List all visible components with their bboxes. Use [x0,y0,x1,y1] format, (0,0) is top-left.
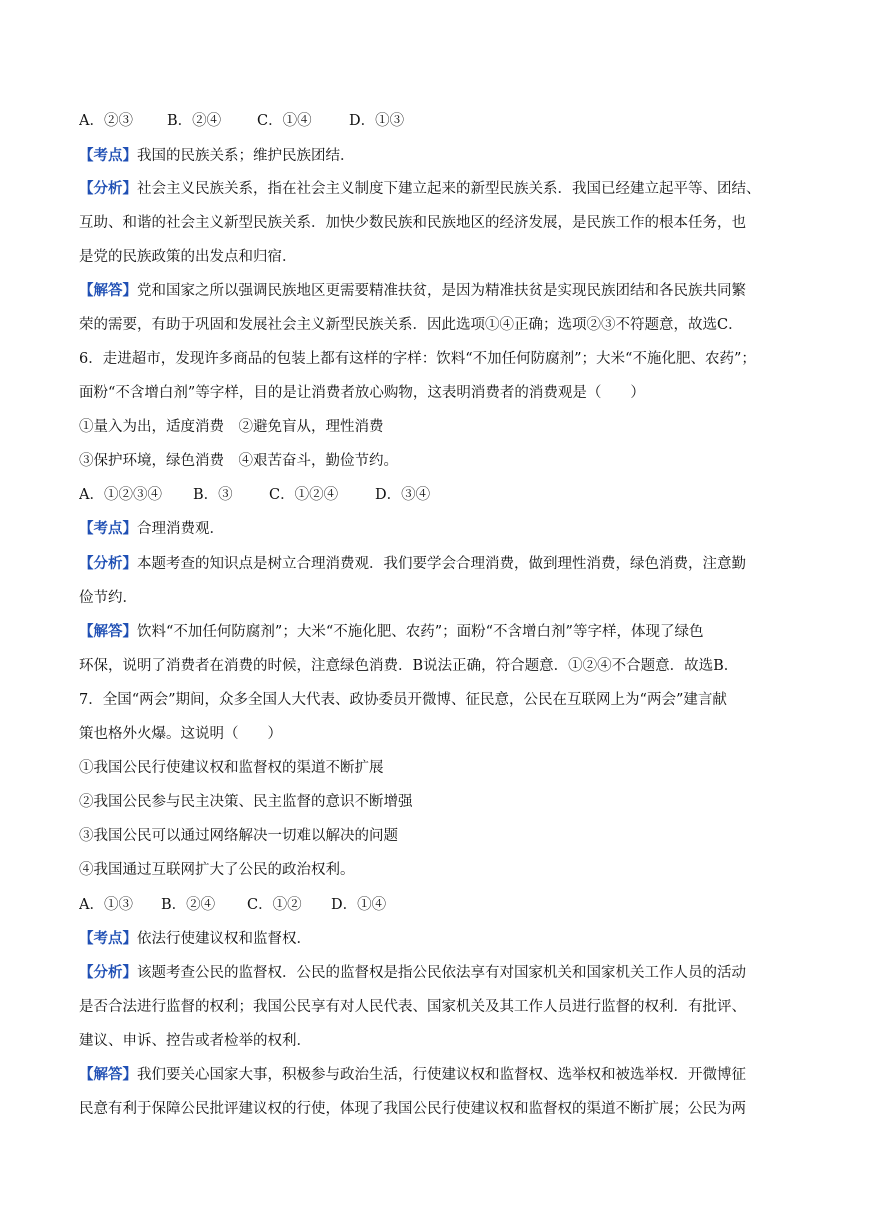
kaodian-label: 【考点】 [79,930,137,947]
q7-kaodian-text: 依法行使建议权和监督权． [137,931,311,947]
q6-stem-line-1: 6．走进超市，发现许多商品的包装上都有这样的字样：饮料“不加任何防腐剂”；大米“不施化肥、农药”； [79,351,756,367]
q7-kaodian [79,928,791,950]
q6-fenxi [79,553,791,575]
kaodian-label: 【考点】 [79,147,137,164]
q7-jieda-line-1: 我们要关心国家大事，积极参与政治生活，行使建议权和监督权、选举权和被选举权．开微博征 [137,1067,746,1083]
q5-fenxi-line-2: 互助、和谐的社会主义新型民族关系．加快少数民族和民族地区的经济发展，是民族工作的根本任务，也 [79,215,746,231]
q5-option-d: D．①③ [349,113,405,129]
q6-option-d: D．③④ [375,487,431,503]
q5-option-c: C．①④ [257,113,312,129]
q7-stem-line-2: 策也格外火爆。这说明（ ） [79,726,282,742]
q5-fenxi-line-1: 社会主义民族关系，指在社会主义制度下建立起来的新型民族关系．我国已经建立起平等、团结、 [137,181,761,197]
q6-jieda-line-1: 饮料“不加任何防腐剂”；大米“不施化肥、农药”；面粉“不含增白剂”等字样，体现了绿色 [137,624,704,640]
fenxi-label: 【分析】 [79,964,137,981]
q7-option-b: B．②④ [161,897,216,913]
q6-jieda [79,621,791,643]
q5-kaodian-text: 我国的民族关系；维护民族团结． [137,148,355,164]
q5-jieda-line-1: 党和国家之所以强调民族地区更需要精准扶贫，是因为精准扶贫是实现民族团结和各民族共同繁 [137,283,746,299]
q6-item-line-2: ③保护环境，绿色消费 ④艰苦奋斗，勤俭节约。 [79,453,398,469]
q6-kaodian-text: 合理消费观． [137,521,224,537]
q6-item-line-1: ①量入为出，适度消费 ②避免盲从，理性消费 [79,419,384,435]
q7-options [79,894,791,916]
q5-jieda-line-2: 荣的需要，有助于巩固和发展社会主义新型民族关系．因此选项①④正确；选项②③不符题意，故选C． [79,317,743,333]
q5-option-b: B．②④ [167,113,222,129]
q7-fenxi-line-2: 是否合法进行监督的权利；我国公民享有对人民代表、国家机关及其工作人员进行监督的权利．有批评、 [79,999,746,1015]
q7-fenxi-line-1: 该题考查公民的监督权．公民的监督权是指公民依法享有对国家机关和国家机关工作人员的活动 [137,965,746,981]
q6-fenxi-line-2: 俭节约． [79,590,137,606]
fenxi-label: 【分析】 [79,180,137,197]
q6-stem-line-2: 面粉“不含增白剂”等字样，目的是让消费者放心购物，这表明消费者的消费观是（ ） [79,385,645,401]
q7-fenxi-line-3: 建议、申诉、控告或者检举的权利． [79,1033,311,1049]
q7-option-d: D．①④ [331,897,387,913]
q7-stem-line-1: 7．全国“两会”期间，众多全国人大代表、政协委员开微博、征民意，公民在互联网上为“两会”建言献 [79,692,727,708]
q5-option-a: A．②③ [79,113,133,129]
q5-fenxi-line-3: 是党的民族政策的出发点和归宿． [79,249,297,265]
q7-fenxi [79,962,791,984]
q7-item-line-2: ②我国公民参与民主决策、民主监督的意识不断增强 [79,794,413,810]
jieda-label: 【解答】 [79,623,137,640]
q6-option-b: B．③ [193,487,233,503]
q6-option-a: A．①②③④ [79,487,162,503]
q6-kaodian [79,518,791,540]
q6-fenxi-line-1: 本题考查的知识点是树立合理消费观．我们要学会合理消费，做到理性消费，绿色消费，注意勤 [137,556,746,572]
q5-fenxi [79,178,791,200]
kaodian-label: 【考点】 [79,520,137,537]
q6-jieda-line-2: 环保，说明了消费者在消费的时候，注意绿色消费．B说法正确，符合题意．①②④不合题意．故选B． [79,658,739,674]
q5-options [79,110,791,132]
jieda-label: 【解答】 [79,1066,137,1083]
jieda-label: 【解答】 [79,282,137,299]
q7-jieda-line-2: 民意有利于保障公民批评建议权的行使，体现了我国公民行使建议权和监督权的渠道不断扩展；公民为两 [79,1101,746,1117]
fenxi-label: 【分析】 [79,555,137,572]
q7-item-line-4: ④我国通过互联网扩大了公民的政治权利。 [79,862,355,878]
q7-item-line-3: ③我国公民可以通过网络解决一切难以解决的问题 [79,828,398,844]
q7-option-c: C．①② [247,897,302,913]
q7-item-line-1: ①我国公民行使建议权和监督权的渠道不断扩展 [79,760,384,776]
q7-option-a: A．①③ [79,897,133,913]
q6-options [79,484,791,506]
q5-jieda [79,280,791,302]
q6-option-c: C．①②④ [269,487,339,503]
q5-kaodian [79,145,791,167]
q7-jieda [79,1064,791,1086]
